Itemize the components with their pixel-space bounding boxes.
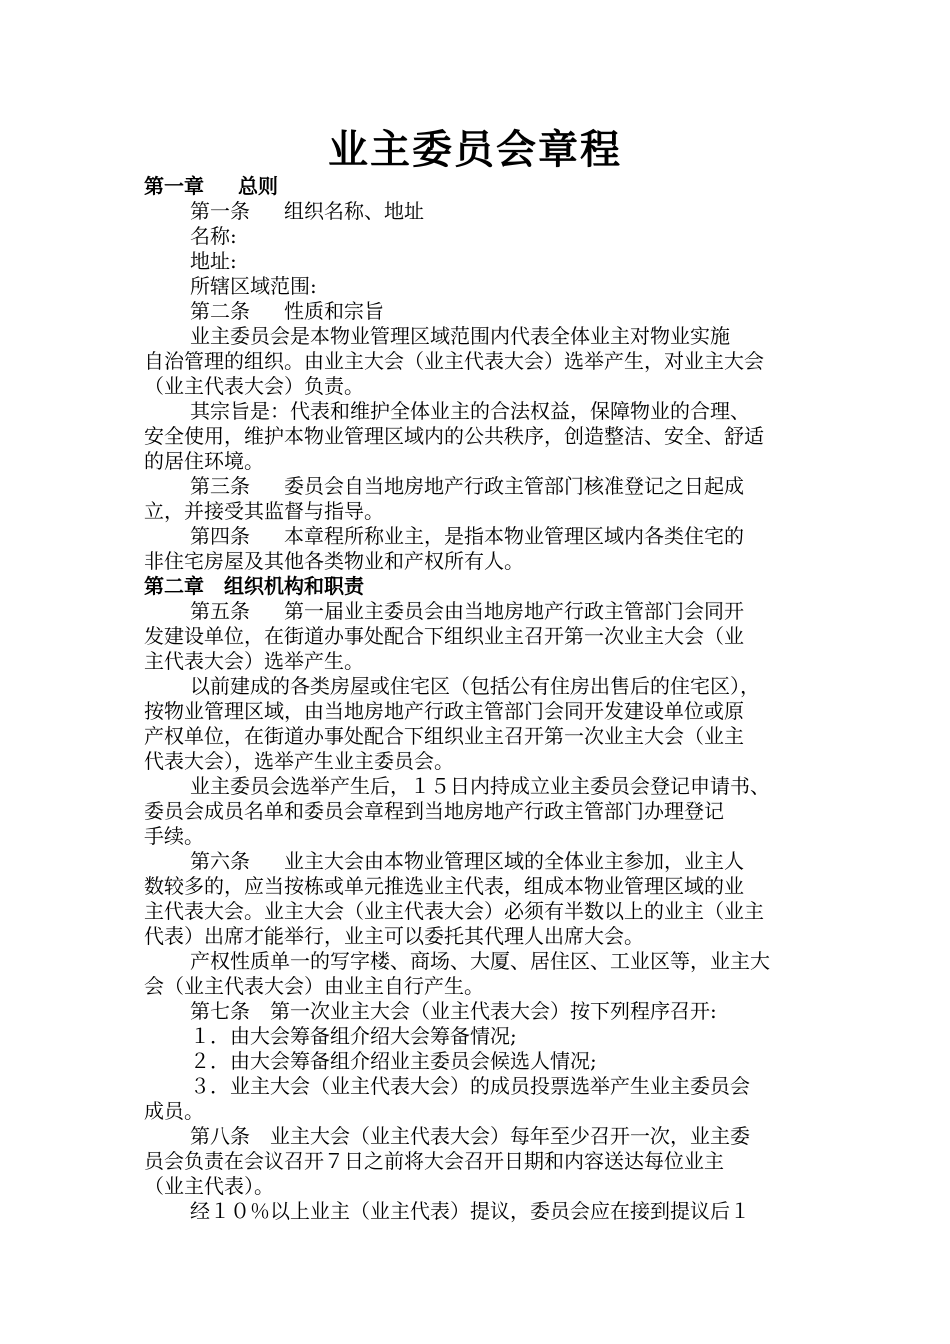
article-7-title: 第一次业主大会（业主代表大会）按下列程序召开:: [270, 999, 717, 1023]
paragraph-line: 委员会自当地房地产行政主管部门核准登记之日起成: [284, 474, 744, 498]
paragraph-line: 委员会成员名单和委员会章程到当地房地产行政主管部门办理登记: [144, 799, 724, 823]
paragraph-line: 非住宅房屋及其他各类物业和产权所有人。: [144, 549, 524, 573]
chapter-2-heading: [144, 574, 364, 599]
article-5-heading: [190, 599, 744, 624]
paragraph-line: 发建设单位，在街道办事处配合下组织业主召开第一次业主大会（业: [144, 624, 744, 648]
paragraph-line: 代表）出席才能举行，业主可以委托其代理人出席大会。: [144, 924, 644, 948]
paragraph-line: 经１０％以上业主（业主代表）提议，委员会应在接到提议后１: [190, 1199, 750, 1223]
field-name-label: 名称:: [190, 224, 237, 248]
paragraph-line: 其宗旨是：代表和维护全体业主的合法权益，保障物业的合理、: [190, 399, 750, 423]
paragraph-line: 以前建成的各类房屋或住宅区（包括公有住房出售后的住宅区），: [190, 674, 760, 698]
article-5-label: 第五条: [190, 599, 250, 623]
article-4-heading: [190, 524, 744, 549]
chapter-2-name: 组织机构和职责: [224, 574, 364, 598]
paragraph-line: 产权性质单一的写字楼、商场、大厦、居住区、工业区等，业主大: [190, 949, 770, 973]
paragraph-line: 第一届业主委员会由当地房地产行政主管部门会同开: [284, 599, 744, 623]
article-2-heading: [190, 299, 384, 324]
article-3-heading: [190, 474, 744, 499]
article-1-label: 第一条: [190, 199, 250, 223]
paragraph-line: 业主大会由本物业管理区域的全体业主参加，业主人: [284, 849, 744, 873]
article-8-label: 第八条: [190, 1124, 250, 1148]
paragraph-line: 主代表大会）选举产生。: [144, 649, 364, 673]
chapter-1-label: 第一章: [144, 174, 204, 198]
article-6-label: 第六条: [190, 849, 250, 873]
article-3-label: 第三条: [190, 474, 250, 498]
paragraph-line: （业主代表）。: [144, 1174, 274, 1198]
list-item: ２．由大会筹备组介绍业主委员会候选人情况;: [190, 1049, 597, 1073]
paragraph-line: 自治管理的组织。由业主大会（业主代表大会）选举产生，对业主大会: [144, 349, 764, 373]
paragraph-line: 主代表大会。业主大会（业主代表大会）必须有半数以上的业主（业主: [144, 899, 764, 923]
article-4-label: 第四条: [190, 524, 250, 548]
article-1-title: 组织名称、地址: [284, 199, 424, 223]
paragraph-line: 按物业管理区域，由当地房地产行政主管部门会同开发建设单位或原: [144, 699, 744, 723]
paragraph-line: 业主委员会选举产生后，１５日内持成立业主委员会登记申请书、: [190, 774, 770, 798]
article-8-heading: [190, 1124, 750, 1149]
chapter-2-label: 第二章: [144, 574, 204, 598]
article-2-title: 性质和宗旨: [284, 299, 384, 323]
paragraph-line: 业主大会（业主代表大会）每年至少召开一次，业主委: [270, 1124, 750, 1148]
paragraph-line: 代表大会），选举产生业主委员会。: [144, 749, 454, 773]
list-item: １．由大会筹备组介绍大会筹备情况;: [190, 1024, 517, 1048]
article-7-label: 第七条: [190, 999, 250, 1023]
paragraph-line: 数较多的，应当按栋或单元推选业主代表，组成本物业管理区域的业: [144, 874, 744, 898]
paragraph-line: 本章程所称业主，是指本物业管理区域内各类住宅的: [284, 524, 744, 548]
chapter-1-heading: [144, 174, 278, 199]
paragraph-line: 产权单位，在街道办事处配合下组织业主召开第一次业主大会（业主: [144, 724, 744, 748]
paragraph-line: 的居住环境。: [144, 449, 264, 473]
paragraph-line: 手续。: [144, 824, 204, 848]
paragraph-line: （业主代表大会）负责。: [144, 374, 364, 398]
article-7-heading: [190, 999, 717, 1024]
paragraph-line: 员会负责在会议召开７日之前将大会召开日期和内容送达每位业主: [144, 1149, 724, 1173]
paragraph-line: 立，并接受其监督与指导。: [144, 499, 384, 523]
paragraph-line: 业主委员会是本物业管理区域范围内代表全体业主对物业实施: [190, 324, 730, 348]
field-area-label: 所辖区域范围:: [190, 274, 317, 298]
article-1-heading: [190, 199, 424, 224]
paragraph-line: 成员。: [144, 1099, 204, 1123]
paragraph-line: 安全使用，维护本物业管理区域内的公共秩序，创造整洁、安全、舒适: [144, 424, 764, 448]
field-address-label: 地址:: [190, 249, 237, 273]
list-item: ３．业主大会（业主代表大会）的成员投票选举产生业主委员会: [190, 1074, 750, 1098]
paragraph-line: 会（业主代表大会）由业主自行产生。: [144, 974, 484, 998]
article-6-heading: [190, 849, 744, 874]
article-2-label: 第二条: [190, 299, 250, 323]
chapter-1-name: 总则: [238, 174, 278, 198]
document-title: 业主委员会章程: [328, 127, 622, 173]
